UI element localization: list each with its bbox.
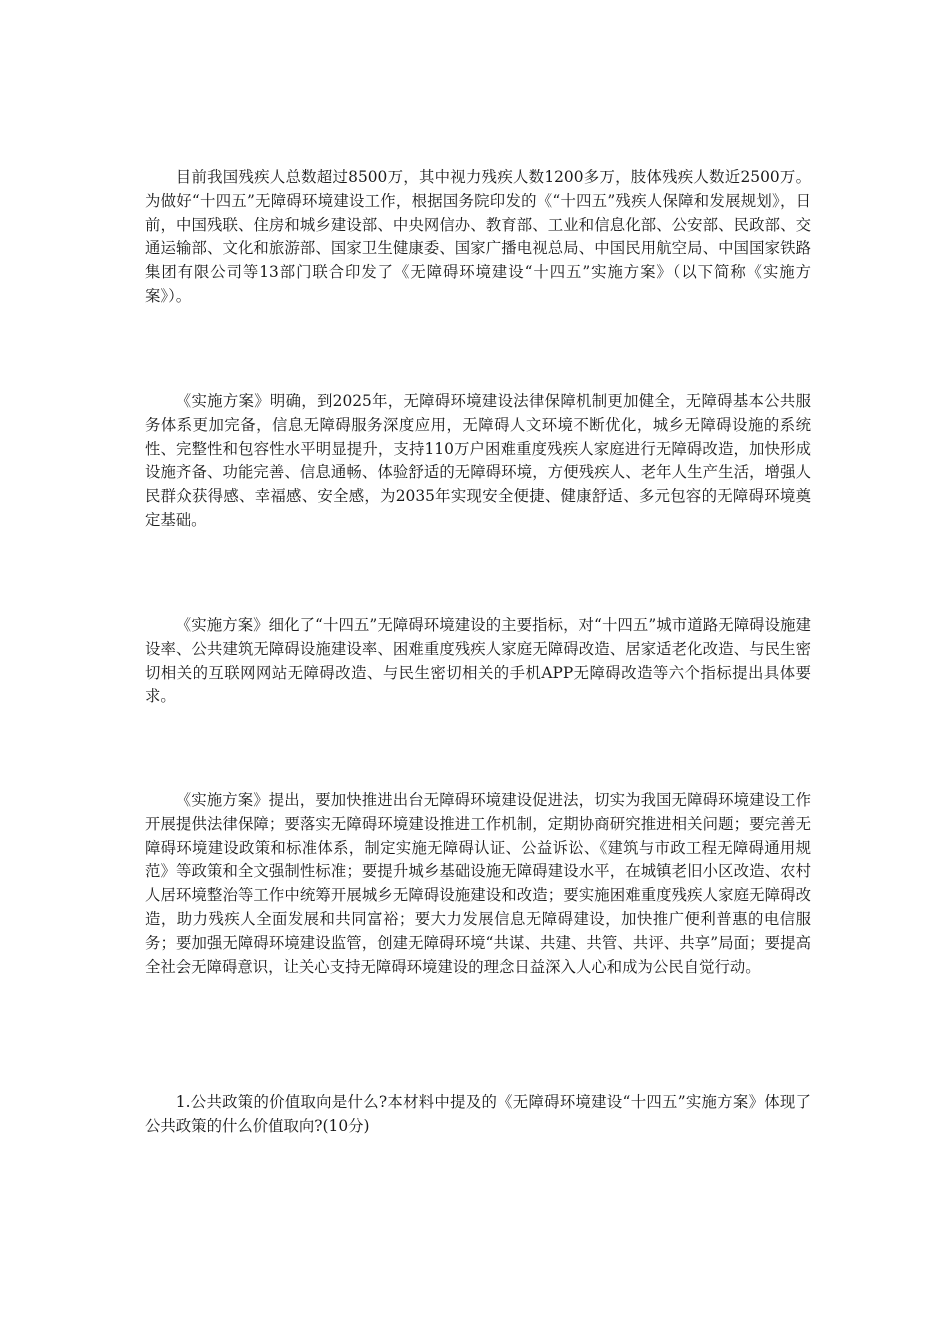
paragraph-indicators: 《实施方案》细化了“十四五”无障碍环境建设的主要指标，对“十四五”城市道路无障碍设施建设率、公共建筑无障碍设施建设率、困难重度残疾人家庭无障碍改造、居家适老化改造、与民生密切相关的互联网网站无障碍改造、与民生密切相关的手机APP无障碍改造等六个指标提出具体要求。: [145, 616, 811, 706]
paragraph-goals-2025: 《实施方案》明确，到2025年，无障碍环境建设法律保障机制更加健全，无障碍基本公共服务体系更加完备，信息无障碍服务深度应用，无障碍人文环境不断优化，城乡无障碍设施的系统性、完整性和包容性水平明显提升，支持110万户困难重度残疾人家庭进行无障碍改造，加快形成设施齐备、功能完善、信息通畅、体验舒适的无障碍环境，方便残疾人、老年人生产生活，增强人民群众获得感、幸福感、安全感，为2035年实现安全便捷、健康舒适、多元包容的无障碍环境奠定基础。: [145, 392, 811, 529]
paragraph-measures: 《实施方案》提出，要加快推进出台无障碍环境建设促进法，切实为我国无障碍环境建设工作开展提供法律保障；要落实无障碍环境建设推进工作机制，定期协商研究推进相关问题；要完善无障碍环境建设政策和标准体系，制定实施无障碍认证、公益诉讼、《建筑与市政工程无障碍通用规范》等政策和全文强制性标准；要提升城乡基础设施无障碍建设水平，在城镇老旧小区改造、农村人居环境整治等工作中统筹开展城乡无障碍设施建设和改造；要实施困难重度残疾人家庭无障碍改造，助力残疾人全面发展和共同富裕；要大力发展信息无障碍建设，加快推广便利普惠的电信服务；要加强无障碍环境建设监管，创建无障碍环境“共谋、共建、共管、共评、共享”局面；要提高全社会无障碍意识，让关心支持无障碍环境建设的理念日益深入人心和成为公民自觉行动。: [145, 791, 811, 976]
paragraph-background: 目前我国残疾人总数超过8500万，其中视力残疾人数1200多万，肢体残疾人数近2500万。为做好“十四五”无障碍环境建设工作，根据国务院印发的《“十四五”残疾人保障和发展规划》，日前，中国残联、住房和城乡建设部、中央网信办、教育部、工业和信息化部、公安部、民政部、交通运输部、文化和旅游部、国家卫生健康委、国家广播电视总局、中国民用航空局、中国国家铁路集团有限公司等13部门联合印发了《无障碍环境建设“十四五”实施方案》（以下简称《实施方案》）。: [145, 168, 811, 305]
question-1: 1.公共政策的价值取向是什么?本材料中提及的《无障碍环境建设“十四五”实施方案》体现了公共政策的什么价值取向?(10分): [145, 1093, 811, 1135]
